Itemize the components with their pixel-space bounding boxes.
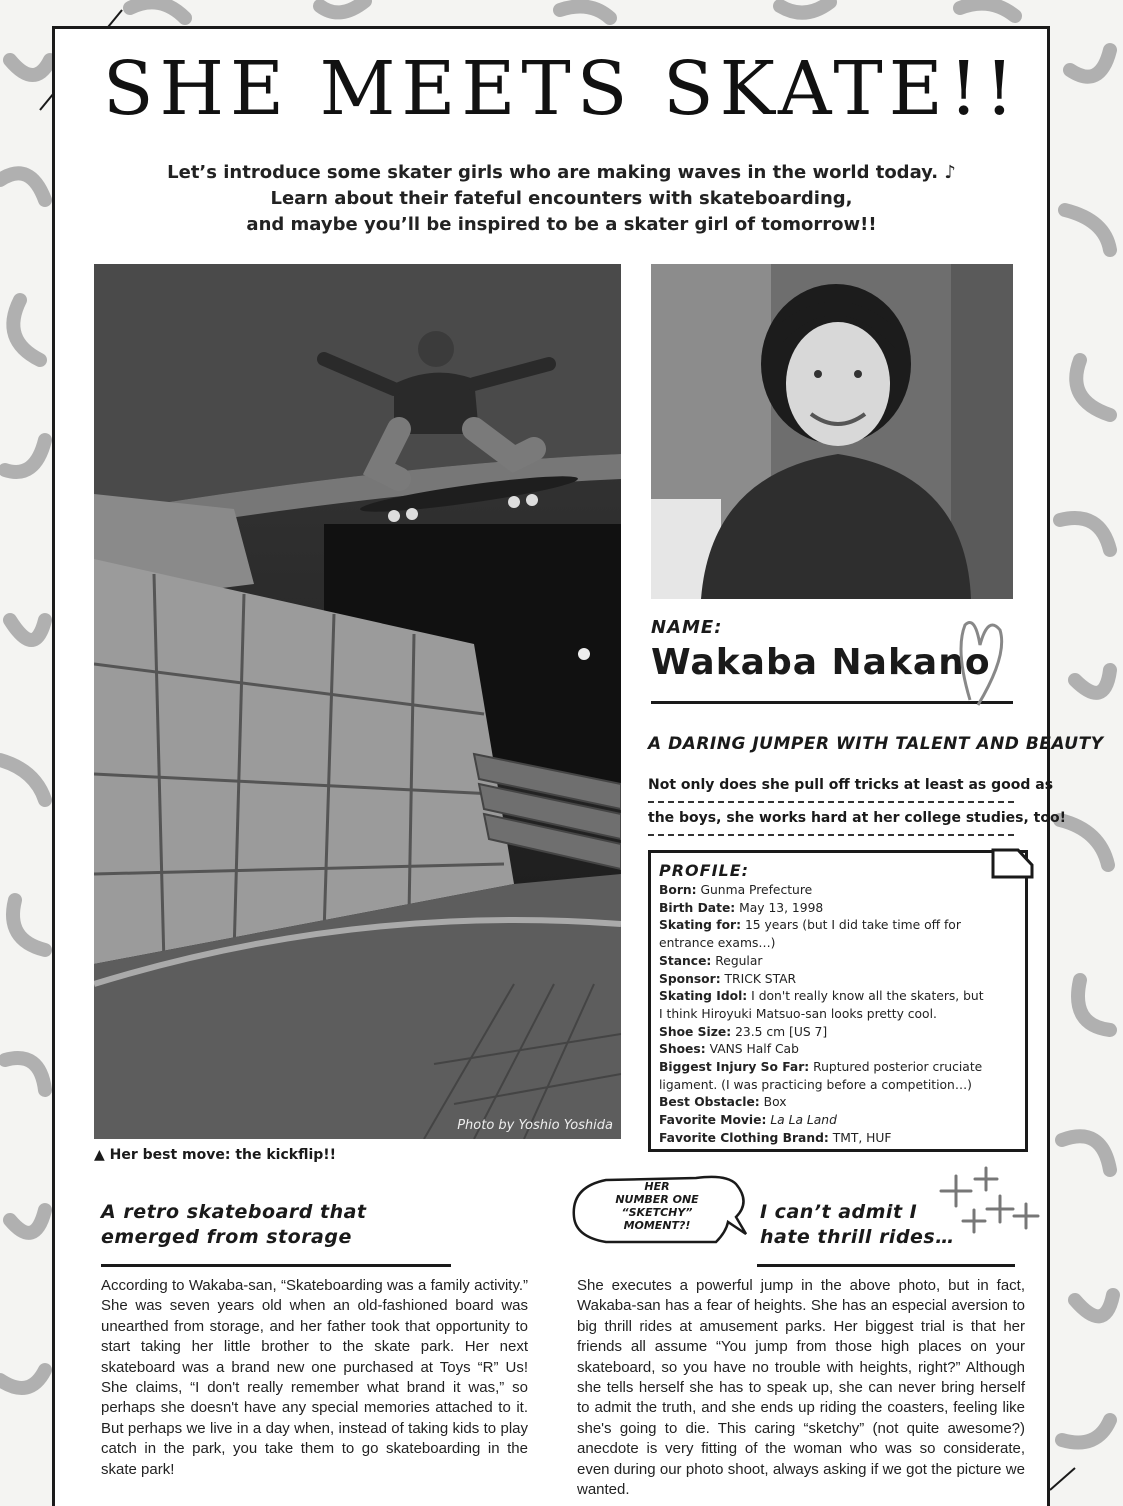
profile-key: Favorite Clothing Brand: <box>659 1130 829 1145</box>
intro-line: and maybe you’ll be inspired to be a skater girl of tomorrow!! <box>246 214 877 235</box>
profile-key: Shoes: <box>659 1042 706 1057</box>
profile-key: Shoe Size: <box>659 1024 732 1039</box>
skateboard-jump-photo <box>94 264 621 1139</box>
profile-key: Stance: <box>659 953 712 968</box>
photo-credit: Photo by Yoshio Yoshida <box>457 1118 613 1133</box>
page-corner-fold-icon <box>990 847 1036 881</box>
profile-box <box>648 850 1028 1152</box>
profile-key: Birth Date: <box>659 900 736 915</box>
sparkle-icon <box>938 1166 1042 1236</box>
profile-row-stance <box>659 953 1025 971</box>
profile-row-sponsor <box>659 971 1025 989</box>
profile-key: Biggest Injury So Far: <box>659 1060 810 1075</box>
intro-line: Let’s introduce some skater girls who are making waves in the world today. ♪ <box>167 162 956 183</box>
heading-line: emerged from storage <box>101 1226 352 1248</box>
profile-row-shoes <box>659 1041 1025 1059</box>
bubble-line: MOMENT?! <box>623 1219 691 1232</box>
intro-line: Learn about their fateful encounters with skateboarding, <box>270 188 853 209</box>
profile-value: TMT, HUF <box>832 1130 892 1145</box>
profile-value: 23.5 cm [US 7] <box>735 1024 828 1039</box>
intro-text <box>0 160 1123 238</box>
profile-value: I don't really know all the skaters, but I think Hiroyuki Matsuo-san looks pretty cool. <box>659 989 984 1021</box>
profile-row-favorite-movie <box>659 1112 1025 1130</box>
bubble-line: “SKETCHY” <box>621 1206 693 1219</box>
speech-bubble-text <box>612 1180 702 1232</box>
bubble-line: NUMBER ONE <box>615 1193 699 1206</box>
section-underline <box>101 1264 451 1267</box>
skater-name: Wakaba Nakano <box>651 642 991 683</box>
page-title: SHE MEETS SKATE!! <box>102 46 1021 132</box>
profile-key: Best Obstacle: <box>659 1095 760 1110</box>
profile-row-skating-idol <box>659 988 989 1023</box>
profile-value: May 13, 1998 <box>739 900 824 915</box>
profile-value: Regular <box>715 953 763 968</box>
profile-value: Box <box>763 1095 787 1110</box>
bubble-line: HER <box>644 1180 670 1193</box>
tagline: A DARING JUMPER WITH TALENT AND BEAUTY <box>648 734 1104 754</box>
profile-key: Skating for: <box>659 918 742 933</box>
intro-blurb <box>648 770 1066 836</box>
section-underline <box>757 1264 1015 1267</box>
heading-line: hate thrill rides… <box>760 1226 955 1248</box>
profile-row-biggest-injury <box>659 1059 999 1094</box>
profile-row-shoe-size <box>659 1024 1025 1042</box>
heart-icon <box>950 610 1010 710</box>
photo-caption: ▲ Her best move: the kickflip!! <box>94 1147 337 1163</box>
section-heading-retro <box>101 1200 367 1250</box>
section-body-thrill: She executes a powerful jump in the above photo, but in fact, Wakaba-san has a fear of heights. She has an especial aversion to big thrill rides at amusement parks. Her biggest trial is that her friends all assume “You jump from those high places on your skateboard, so you have no trouble with heights, right?” Although she tells herself she has to speak up, she can never bring herself to admit the truth, and she ends up riding the coasters, feeling like she's going to die. This caring “sketchy” (not quite awesome?) anecdote is very fitting of the woman who was so considerate, even during our photo shoot, always asking if we got the picture we wanted. <box>577 1277 1025 1499</box>
profile-row-born <box>659 882 1025 900</box>
profile-row-birth-date <box>659 900 1025 918</box>
profile-value: Ruptured posterior cruciate ligament. (I was practicing before a competition…) <box>659 1060 983 1092</box>
blurb-line: the boys, she works hard at her college studies, too! <box>648 803 1014 836</box>
heading-line: I can’t admit I <box>760 1201 918 1223</box>
profile-row-best-obstacle <box>659 1094 1025 1112</box>
profile-key: Sponsor: <box>659 971 721 986</box>
profile-row-favorite-brand <box>659 1130 1025 1148</box>
profile-value: Gunma Prefecture <box>700 883 813 897</box>
portrait-photo <box>651 264 1013 599</box>
section-heading-thrill <box>760 1200 955 1250</box>
profile-value: VANS Half Cab <box>709 1042 799 1057</box>
section-body-retro: According to Wakaba-san, “Skateboarding was a family activity.” She was seven years old when an old-fashioned board was unearthed from storage, and her father took that opportunity to start taking her little brother to the skate park. Her next skateboard was a brand new one purchased at Toys “R” Us! She claims, “I don't really remember what brand it was,” so perhaps she doesn't have any special memories attached to it. But perhaps we live in a day when, instead of taking kids to play catch in the park, you take them to go skateboarding in the skate park! <box>101 1277 528 1478</box>
profile-key: Skating Idol: <box>659 989 748 1004</box>
profile-row-skating-for <box>659 917 979 952</box>
heading-line: A retro skateboard that <box>101 1201 367 1223</box>
profile-key: Born: <box>659 883 697 897</box>
name-label: NAME: <box>651 617 723 638</box>
profile-title: PROFILE: <box>659 861 750 880</box>
profile-value: La La Land <box>770 1113 837 1128</box>
profile-value: 15 years (but I did take time off for entrance exams…) <box>659 918 961 951</box>
profile-value: TRICK STAR <box>724 971 797 986</box>
profile-key: Favorite Movie: <box>659 1113 767 1128</box>
blurb-line: Not only does she pull off tricks at least as good as <box>648 770 1014 803</box>
